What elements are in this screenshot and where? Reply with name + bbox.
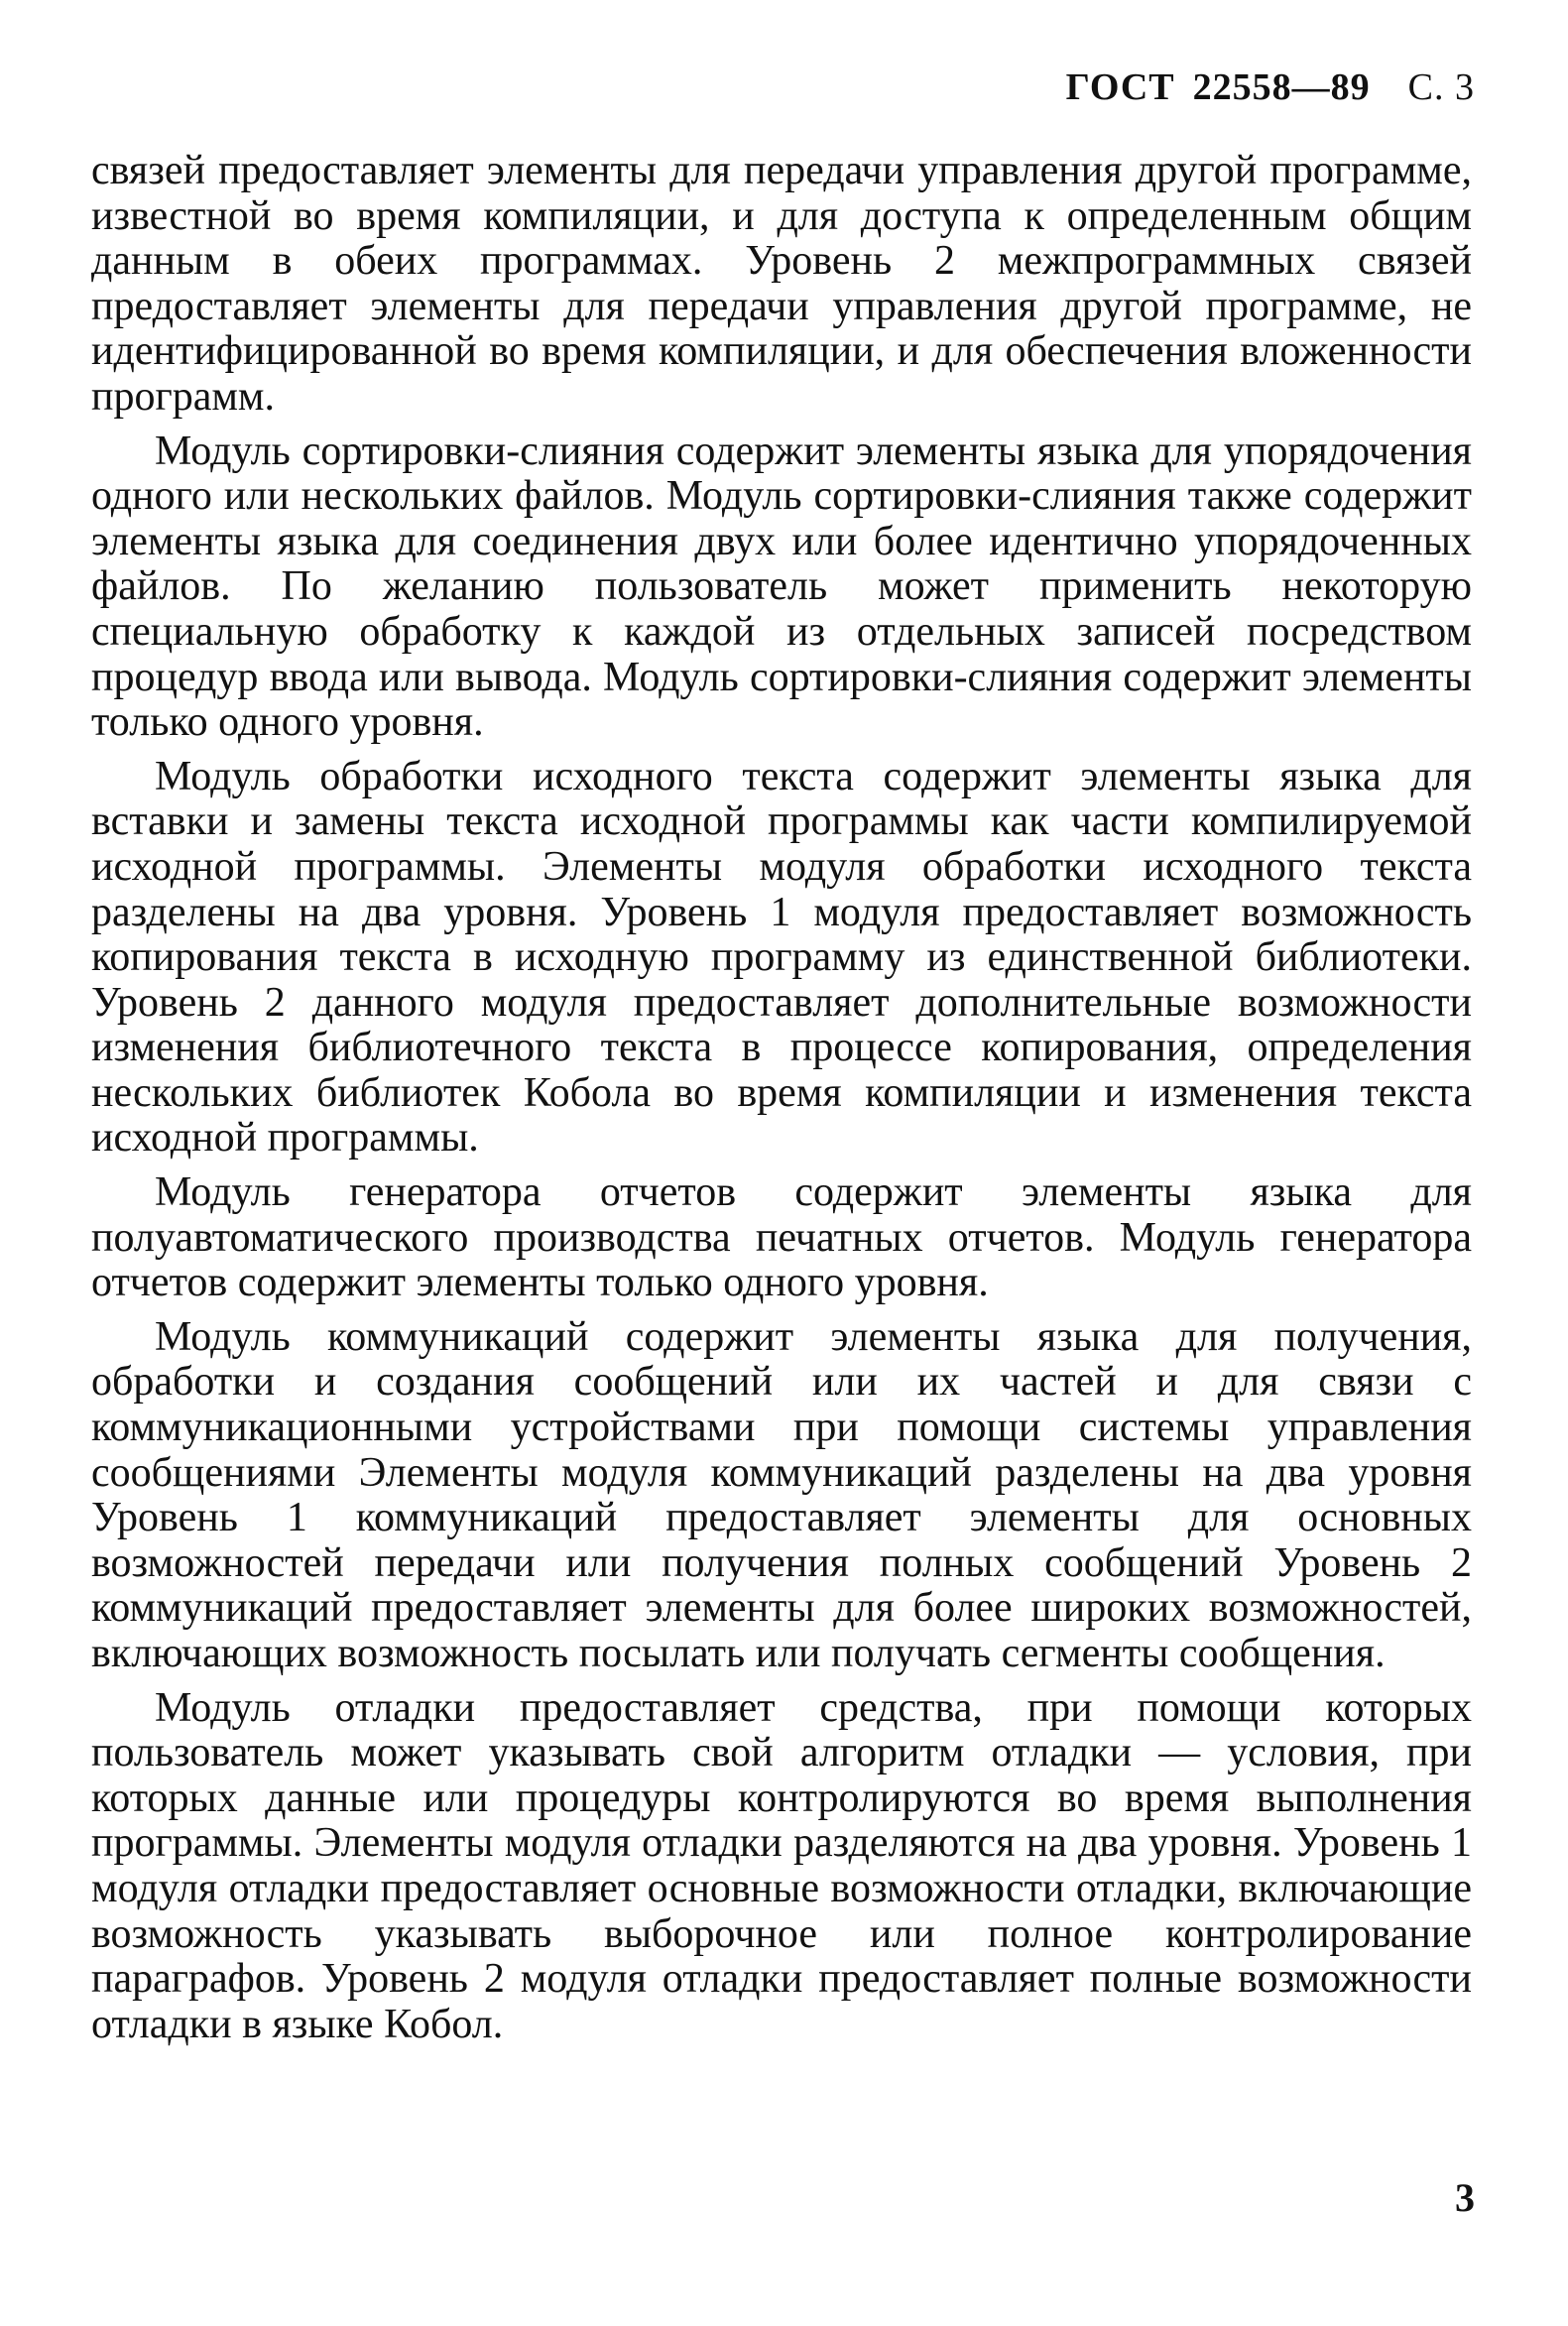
- paragraph-report-writer-module: Модуль генератора отчетов содержит элементы языка для полуавтоматического производства печатных отчетов. Модуль генератора отчетов содержит элементы только одного уровня.: [91, 1169, 1472, 1306]
- paragraph-communications-module: Модуль коммуникаций содержит элементы языка для получения, обработки и создания сообщений или их частей и для связи с коммуникационными устройствами при помощи системы управления сообщениями Элементы модуля коммуникаций разделены на два уровня Уровень 1 коммуникаций предоставляет элементы для основных возможностей передачи или получения полных сообщений Уровень 2 коммуникаций предоставляет элементы для более широких возможностей, включающих возможность посылать или получать сегменты сообщения.: [91, 1313, 1472, 1676]
- standard-label: ГОСТ: [1065, 66, 1175, 108]
- paragraph-debug-module: Модуль отладки предоставляет средства, при помощи которых пользователь может указывать свой алгоритм отладки — условия, при которых данные или процедуры контролируются во время выполнения программы. Элементы модуля отладки разделяются на два уровня. Уровень 1 модуля отладки предоставляет основные возможности отладки, включающие возможность указывать выборочное или полное контролирование параграфов. Уровень 2 модуля отладки предоставляет полные возможности отладки в языке Кобол.: [91, 1684, 1472, 2047]
- paragraph-sort-merge-module: Модуль сортировки-слияния содержит элементы языка для упорядочения одного или нескольких файлов. Модуль сортировки-слияния также содержит элементы языка для соединения двух или более идентично упорядоченных файлов. По желанию пользователь может применить некоторую специальную обработку к каждой из отдельных записей посредством процедур ввода или вывода. Модуль сортировки-слияния содержит элементы только одного уровня.: [91, 428, 1472, 746]
- running-header: [1066, 65, 1475, 109]
- header-page-ref: С. 3: [1407, 66, 1475, 108]
- page-number: 3: [1455, 2175, 1475, 2220]
- body-text: [91, 149, 1472, 2056]
- paragraph-source-text-module: Модуль обработки исходного текста содержит элементы языка для вставки и замены текста исходной программы как части компилируемой исходной программы. Элементы модуля обработки исходного текста разделены на два уровня. Уровень 1 модуля предоставляет возможность копирования текста в исходную программу из единственной библиотеки. Уровень 2 данного модуля предоставляет дополнительные возможности изменения библиотечного текста в процессе копирования, определения нескольких библиотек Кобола во время компиляции и изменения текста исходной программы.: [91, 753, 1472, 1162]
- paragraph-interprogram-links-continued: связей предоставляет элементы для передачи управления другой программе, известной во время компиляции, и для доступа к определенным общим данным в обеих программах. Уровень 2 межпрограммных связей предоставляет элементы для передачи управления другой программе, не идентифицированной во время компиляции, и для обеспечения вложенности программ.: [91, 148, 1472, 420]
- standard-number: 22558—89: [1192, 66, 1371, 108]
